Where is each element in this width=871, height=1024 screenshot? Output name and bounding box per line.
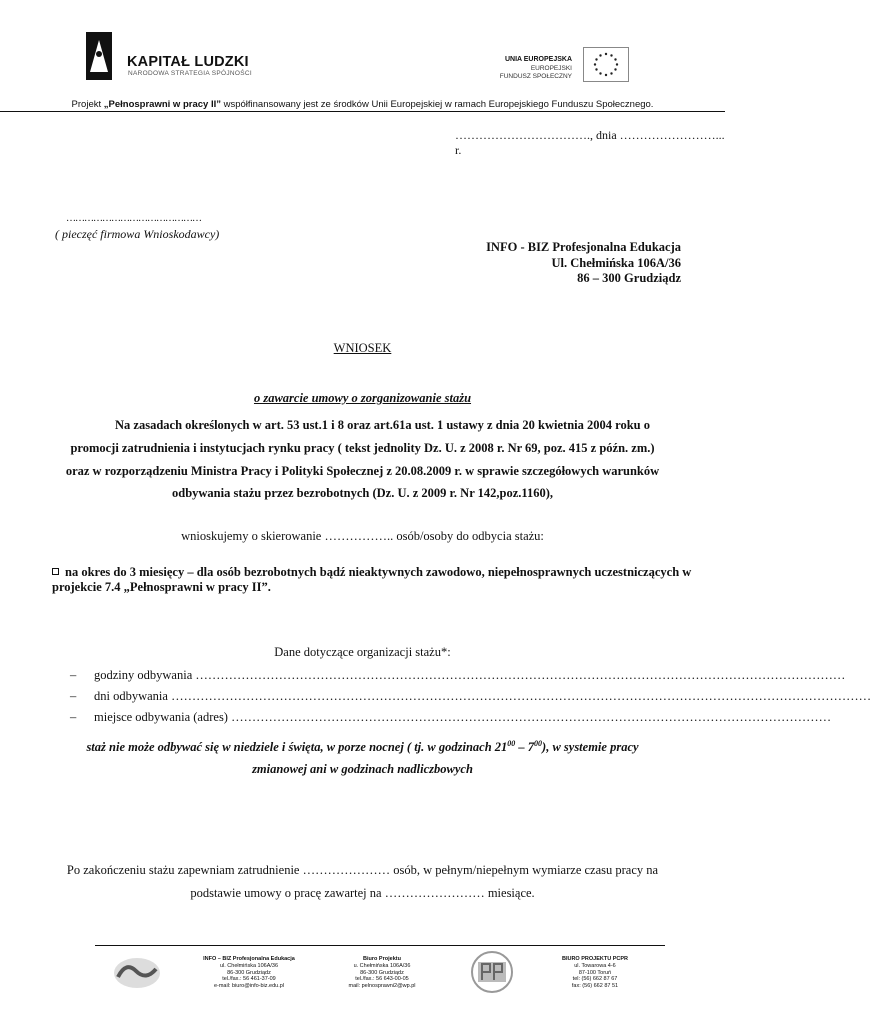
list-dash: – — [70, 710, 77, 724]
list-dash: – — [70, 668, 77, 682]
option-text: na okres do 3 miesięcy – dla osób bezrobotnych bądź nieaktywnych zawodowo, niepełnosprawnych uczestniczących w projekcie 7.4 „Pełnosprawni w pracy II”. — [52, 565, 692, 594]
eu-label-line2: EUROPEJSKI — [530, 65, 572, 72]
document-subject: o zawarcie umowy o zorganizowanie stażu — [253, 391, 472, 405]
eu-label-line1: UNIA EUROPEJSKA — [504, 56, 572, 63]
footer-contact-project-office: Biuro Projektu u. Chełmińska 106A/36 86-300 Grudziądz tel./fax.: 56 643-00-05 mail: pelnosprawni2@wp.pl — [348, 956, 416, 990]
header-divider — [0, 111, 725, 112]
days-field: dni odbywania …………………………………………………………………………………………………………………………………………………… — [94, 689, 871, 703]
legal-basis-line: oraz w rozporządzeniu Ministra Pracy i Polityki Społecznej z 20.08.2009 r. w sprawie szczegółowych warunków — [65, 464, 660, 478]
info-biz-logo-icon — [112, 955, 162, 991]
footer-divider — [95, 945, 665, 946]
stamp-field: ……………………………………… — [66, 213, 201, 224]
restriction-note: staż nie może odbywać się w niedziele i święta, w porze nocnej ( tj. w godzinach $21^{00} - 7^{00}$), w systemie pracy — [86, 739, 639, 755]
project-suffix: współfinansowany jest ze środków Unii Europejskiej w ramach Europejskiego Funduszu Społecznego. — [220, 99, 654, 110]
list-dash: – — [70, 689, 77, 703]
recipient-name: INFO - BIZ Profesjonalna Edukacja — [486, 240, 681, 254]
recipient-street: Ul. Chełmińska 106A/36 — [551, 256, 681, 270]
project-name: „Pełnosprawni w pracy II” — [103, 99, 221, 110]
footer-contact-pcpr: BIURO PROJEKTU PCPR ul. Towarowa 4-6 87-100 Toruń tel: (56) 662 87 67 fax: (56) 662 87 51 — [561, 956, 628, 990]
eu-flag-icon — [583, 47, 629, 82]
kapital-ludzki-logo-icon — [86, 32, 112, 80]
address-field: miejsce odbywania (adres) ……………………………………………………………………………………………………………………………… — [94, 710, 832, 724]
stamp-label: ( pieczęć firmowa Wnioskodawcy) — [55, 227, 220, 241]
footer-contact-infobiz: INFO – BIZ Profesjonalna Edukacja ul. Chełmińska 106A/36 86-300 Grudziądz tel./fax.: 56 461-37-09 e-mail: biuro@info-biz.edu.pl — [203, 956, 295, 990]
recipient-city: 86 – 300 Grudziądz — [577, 271, 681, 285]
restriction-note-line2: zmianowej ani w godzinach nadliczbowych — [252, 762, 473, 776]
pcpr-logo-icon — [464, 950, 520, 995]
legal-basis-line: Na zasadach określonych w art. 53 ust.1 i 8 oraz art.61a ust. 1 ustawy z dnia 20 kwietnia 2004 roku o — [115, 418, 650, 432]
project-prefix: Projekt — [71, 99, 104, 110]
request-line: wnioskujemy o skierowanie …………….. osób/osoby do odbycia stażu: — [181, 529, 544, 543]
document-title: WNIOSEK — [333, 341, 392, 355]
employment-line: podstawie umowy o pracę zawartej na …………………… miesiące. — [190, 886, 535, 900]
date-place-field: ……………………………., dnia ……………………... r. — [455, 128, 725, 157]
logo-title: KAPITAŁ LUDZKI — [127, 54, 249, 70]
internship-data-heading: Dane dotyczące organizacji stażu*: — [274, 645, 451, 659]
option-item — [52, 565, 692, 595]
legal-basis-line: promocji zatrudnienia i instytucjach rynku pracy ( tekst jednolity Dz. U. z 2008 r. Nr 69, poz. 415 z późn. zm.) — [70, 441, 655, 455]
employment-line: Po zakończeniu stażu zapewniam zatrudnienie ………………… osób, w pełnym/niepełnym wymiarze czasu pracy na — [66, 863, 659, 877]
project-funding-line — [0, 99, 725, 110]
logo-subtitle: NARODOWA STRATEGIA SPÓJNOŚCI — [128, 70, 252, 77]
eu-label-line3: FUNDUSZ SPOŁECZNY — [499, 73, 572, 80]
hours-field: godziny odbywania ………………………………………………………………………………………………………………………………………… — [94, 668, 846, 682]
checkbox[interactable] — [52, 568, 59, 575]
legal-basis-line: odbywania stażu przez bezrobotnych (Dz. U. z 2009 r. Nr 142,poz.1160), — [172, 486, 553, 500]
